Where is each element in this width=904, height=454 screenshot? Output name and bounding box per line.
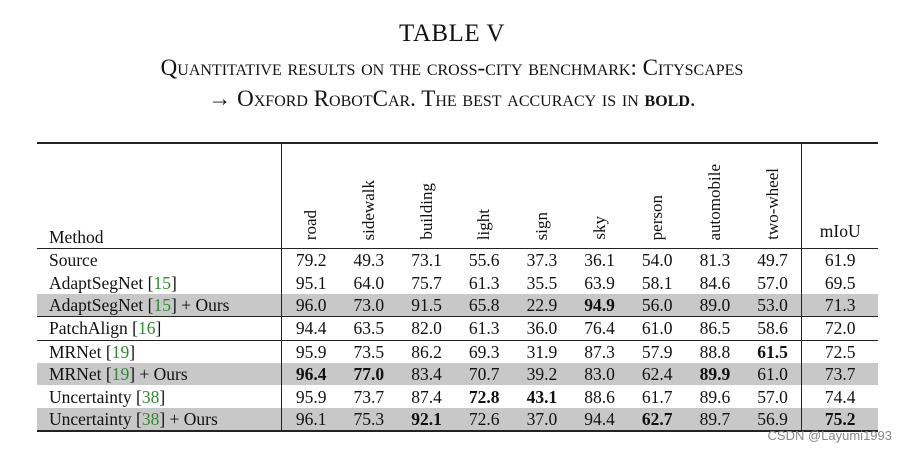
method-name: AdaptSegNet bbox=[49, 272, 148, 293]
miou-cell: 74.4 bbox=[802, 385, 878, 407]
table-row bbox=[37, 249, 878, 272]
table-title: TABLE V bbox=[399, 20, 505, 47]
value-cell: 94.9 bbox=[571, 294, 629, 317]
value-cell: 73.7 bbox=[353, 386, 385, 407]
citation-bracket: ] bbox=[171, 272, 177, 293]
value-cell: 65.8 bbox=[455, 294, 513, 317]
header-miou-label: mIoU bbox=[819, 221, 861, 241]
header-class-sky bbox=[571, 143, 629, 249]
header-class-label: road bbox=[301, 209, 321, 240]
citation-link[interactable]: 15 bbox=[153, 272, 171, 293]
value-cell: 87.3 bbox=[571, 340, 629, 363]
citation-bracket: [ bbox=[135, 408, 142, 429]
method-suffix: + Ours bbox=[176, 294, 230, 315]
method-cell bbox=[37, 294, 282, 317]
value-cell: 96.4 bbox=[282, 363, 340, 385]
value-cell: 56.9 bbox=[744, 408, 802, 431]
header-class-label: light bbox=[474, 208, 494, 240]
method-cell bbox=[37, 249, 282, 272]
value-cell: 94.4 bbox=[571, 408, 629, 431]
value-cell: 91.5 bbox=[398, 294, 456, 317]
header-row bbox=[37, 143, 878, 249]
citation-bracket: [ bbox=[132, 318, 138, 339]
header-class-label: two-wheel bbox=[762, 168, 782, 240]
value-cell: 95.9 bbox=[282, 340, 340, 363]
table-row bbox=[37, 317, 878, 340]
value-cell: 92.1 bbox=[398, 408, 456, 431]
value-cell: 57.9 bbox=[628, 340, 686, 363]
table-row bbox=[37, 385, 878, 407]
value-cell: 62.7 bbox=[628, 408, 686, 431]
value-cell: 89.9 bbox=[686, 363, 744, 385]
citation-link[interactable]: 19 bbox=[111, 341, 130, 362]
miou-cell: 72.5 bbox=[802, 340, 878, 363]
header-class-road bbox=[282, 143, 340, 249]
value-cell: 63.5 bbox=[340, 317, 398, 340]
value-cell: 22.9 bbox=[513, 294, 571, 317]
value-cell: 55.6 bbox=[468, 250, 500, 271]
value-cell: 49.7 bbox=[757, 250, 788, 271]
table-row bbox=[37, 408, 878, 431]
results-table-body bbox=[37, 249, 878, 432]
method-name: Uncertainty bbox=[49, 386, 136, 407]
method-cell bbox=[37, 340, 282, 363]
miou-cell: 61.9 bbox=[802, 249, 878, 272]
citation-bracket: [ bbox=[105, 364, 112, 385]
value-cell: 58.1 bbox=[641, 272, 673, 293]
value-cell: 83.4 bbox=[398, 363, 456, 385]
value-cell: 61.0 bbox=[628, 317, 686, 340]
citation-bracket: [ bbox=[147, 272, 154, 293]
value-cell: 73.1 bbox=[411, 250, 442, 271]
citation-bracket: ] bbox=[129, 341, 136, 362]
value-cell: 49.3 bbox=[353, 250, 385, 271]
value-cell: 35.5 bbox=[526, 272, 558, 293]
method-suffix: + Ours bbox=[135, 364, 188, 385]
value-cell: 83.0 bbox=[571, 363, 629, 385]
citation-link[interactable]: 19 bbox=[111, 364, 130, 385]
citation-link[interactable]: 15 bbox=[153, 294, 171, 315]
value-cell: 75.7 bbox=[411, 272, 442, 293]
caption-line2-suffix: . bbox=[689, 86, 696, 111]
method-name: MRNet bbox=[49, 341, 106, 362]
value-cell: 79.2 bbox=[282, 249, 340, 272]
value-cell: 76.4 bbox=[571, 317, 629, 340]
header-class-sidewalk bbox=[340, 143, 398, 249]
citation-bracket: ] bbox=[155, 318, 162, 339]
miou-cell: 69.5 bbox=[802, 271, 878, 293]
header-method-label: Method bbox=[49, 227, 104, 247]
citation-bracket: [ bbox=[105, 341, 112, 362]
value-cell: 95.1 bbox=[282, 271, 340, 293]
citation-bracket: ] bbox=[171, 294, 177, 315]
header-class-sign bbox=[513, 143, 571, 249]
value-cell: 72.8 bbox=[468, 386, 500, 407]
value-cell: 89.7 bbox=[686, 408, 744, 431]
value-cell: 94.4 bbox=[282, 317, 340, 340]
header-class-two-wheel bbox=[744, 143, 802, 249]
header-class-label: sign bbox=[531, 211, 551, 240]
header-class-building bbox=[398, 143, 456, 249]
value-cell: 81.3 bbox=[699, 250, 731, 271]
table-caption-line2 bbox=[0, 86, 904, 112]
value-cell: 61.3 bbox=[455, 317, 513, 340]
value-cell: 72.6 bbox=[455, 408, 513, 431]
table-caption-line1: Quantitative results on the cross-city benchmark: Cityscapes bbox=[160, 55, 744, 80]
value-cell: 88.6 bbox=[584, 386, 615, 407]
header-class-label: person bbox=[647, 194, 667, 240]
caption-bold-word: bold bbox=[644, 86, 690, 111]
header-method bbox=[37, 143, 282, 249]
value-cell: 62.4 bbox=[628, 363, 686, 385]
method-cell bbox=[37, 271, 282, 293]
value-cell: 86.5 bbox=[686, 317, 744, 340]
value-cell: 31.9 bbox=[513, 340, 571, 363]
value-cell: 56.0 bbox=[628, 294, 686, 317]
citation-bracket: ] bbox=[159, 408, 166, 429]
watermark: CSDN @Layumi1993 bbox=[767, 428, 892, 443]
method-name: AdaptSegNet bbox=[49, 294, 148, 315]
header-class-label: building bbox=[416, 183, 436, 240]
value-cell: 57.0 bbox=[757, 386, 788, 407]
value-cell: 53.0 bbox=[744, 294, 802, 317]
value-cell: 88.8 bbox=[686, 340, 744, 363]
table-row bbox=[37, 294, 878, 317]
value-cell: 69.3 bbox=[455, 340, 513, 363]
value-cell: 63.9 bbox=[584, 272, 615, 293]
value-cell: 61.5 bbox=[744, 340, 802, 363]
value-cell: 77.0 bbox=[340, 363, 398, 385]
value-cell: 96.0 bbox=[282, 294, 340, 317]
value-cell: 89.6 bbox=[699, 386, 731, 407]
value-cell: 82.0 bbox=[398, 317, 456, 340]
value-cell: 36.1 bbox=[584, 250, 615, 271]
citation-bracket: ] bbox=[129, 364, 136, 385]
value-cell: 73.0 bbox=[340, 294, 398, 317]
value-cell: 75.3 bbox=[340, 408, 398, 431]
value-cell: 36.0 bbox=[513, 317, 571, 340]
value-cell: 84.6 bbox=[699, 272, 731, 293]
header-class-automobile bbox=[686, 143, 744, 249]
value-cell: 61.0 bbox=[744, 363, 802, 385]
value-cell: 61.3 bbox=[468, 272, 500, 293]
value-cell: 37.3 bbox=[526, 250, 558, 271]
value-cell: 64.0 bbox=[353, 272, 385, 293]
miou-cell: 75.2 bbox=[802, 408, 878, 431]
header-class-label: sidewalk bbox=[358, 179, 378, 240]
miou-cell: 72.0 bbox=[802, 317, 878, 340]
value-cell: 43.1 bbox=[526, 386, 558, 407]
table-row bbox=[37, 363, 878, 385]
value-cell: 57.0 bbox=[757, 272, 788, 293]
value-cell: 54.0 bbox=[641, 250, 673, 271]
method-cell bbox=[37, 363, 282, 385]
method-cell bbox=[37, 408, 282, 431]
method-cell bbox=[37, 317, 282, 340]
method-name: PatchAlign bbox=[49, 318, 133, 339]
table-row bbox=[37, 340, 878, 363]
method-name: Uncertainty bbox=[49, 408, 136, 429]
value-cell: 39.2 bbox=[513, 363, 571, 385]
header-class-light bbox=[455, 143, 513, 249]
caption-line2-prefix: → Oxford RobotCar. The best accuracy is in bbox=[208, 86, 645, 111]
header-class-label: sky bbox=[589, 216, 609, 240]
value-cell: 37.0 bbox=[513, 408, 571, 431]
header-class-label: automobile bbox=[704, 163, 724, 240]
method-name: Source bbox=[49, 250, 98, 271]
value-cell: 95.9 bbox=[282, 385, 340, 407]
citation-bracket: ] bbox=[159, 386, 166, 407]
header-class-person bbox=[628, 143, 686, 249]
value-cell: 89.0 bbox=[686, 294, 744, 317]
header-miou bbox=[802, 143, 878, 249]
value-cell: 73.5 bbox=[340, 340, 398, 363]
citation-link[interactable]: 38 bbox=[141, 408, 160, 429]
miou-cell: 73.7 bbox=[802, 363, 878, 385]
citation-link[interactable]: 38 bbox=[141, 386, 160, 407]
results-table bbox=[37, 142, 878, 432]
method-suffix: + Ours bbox=[165, 408, 218, 429]
value-cell: 86.2 bbox=[398, 340, 456, 363]
value-cell: 61.7 bbox=[641, 386, 673, 407]
citation-bracket: [ bbox=[135, 386, 142, 407]
table-row bbox=[37, 271, 878, 293]
value-cell: 87.4 bbox=[411, 386, 442, 407]
value-cell: 70.7 bbox=[455, 363, 513, 385]
citation-bracket: [ bbox=[147, 294, 154, 315]
value-cell: 58.6 bbox=[744, 317, 802, 340]
citation-link[interactable]: 16 bbox=[137, 318, 156, 339]
miou-cell: 71.3 bbox=[802, 294, 878, 317]
value-cell: 96.1 bbox=[282, 408, 340, 431]
method-name: MRNet bbox=[49, 364, 106, 385]
method-cell bbox=[37, 385, 282, 407]
